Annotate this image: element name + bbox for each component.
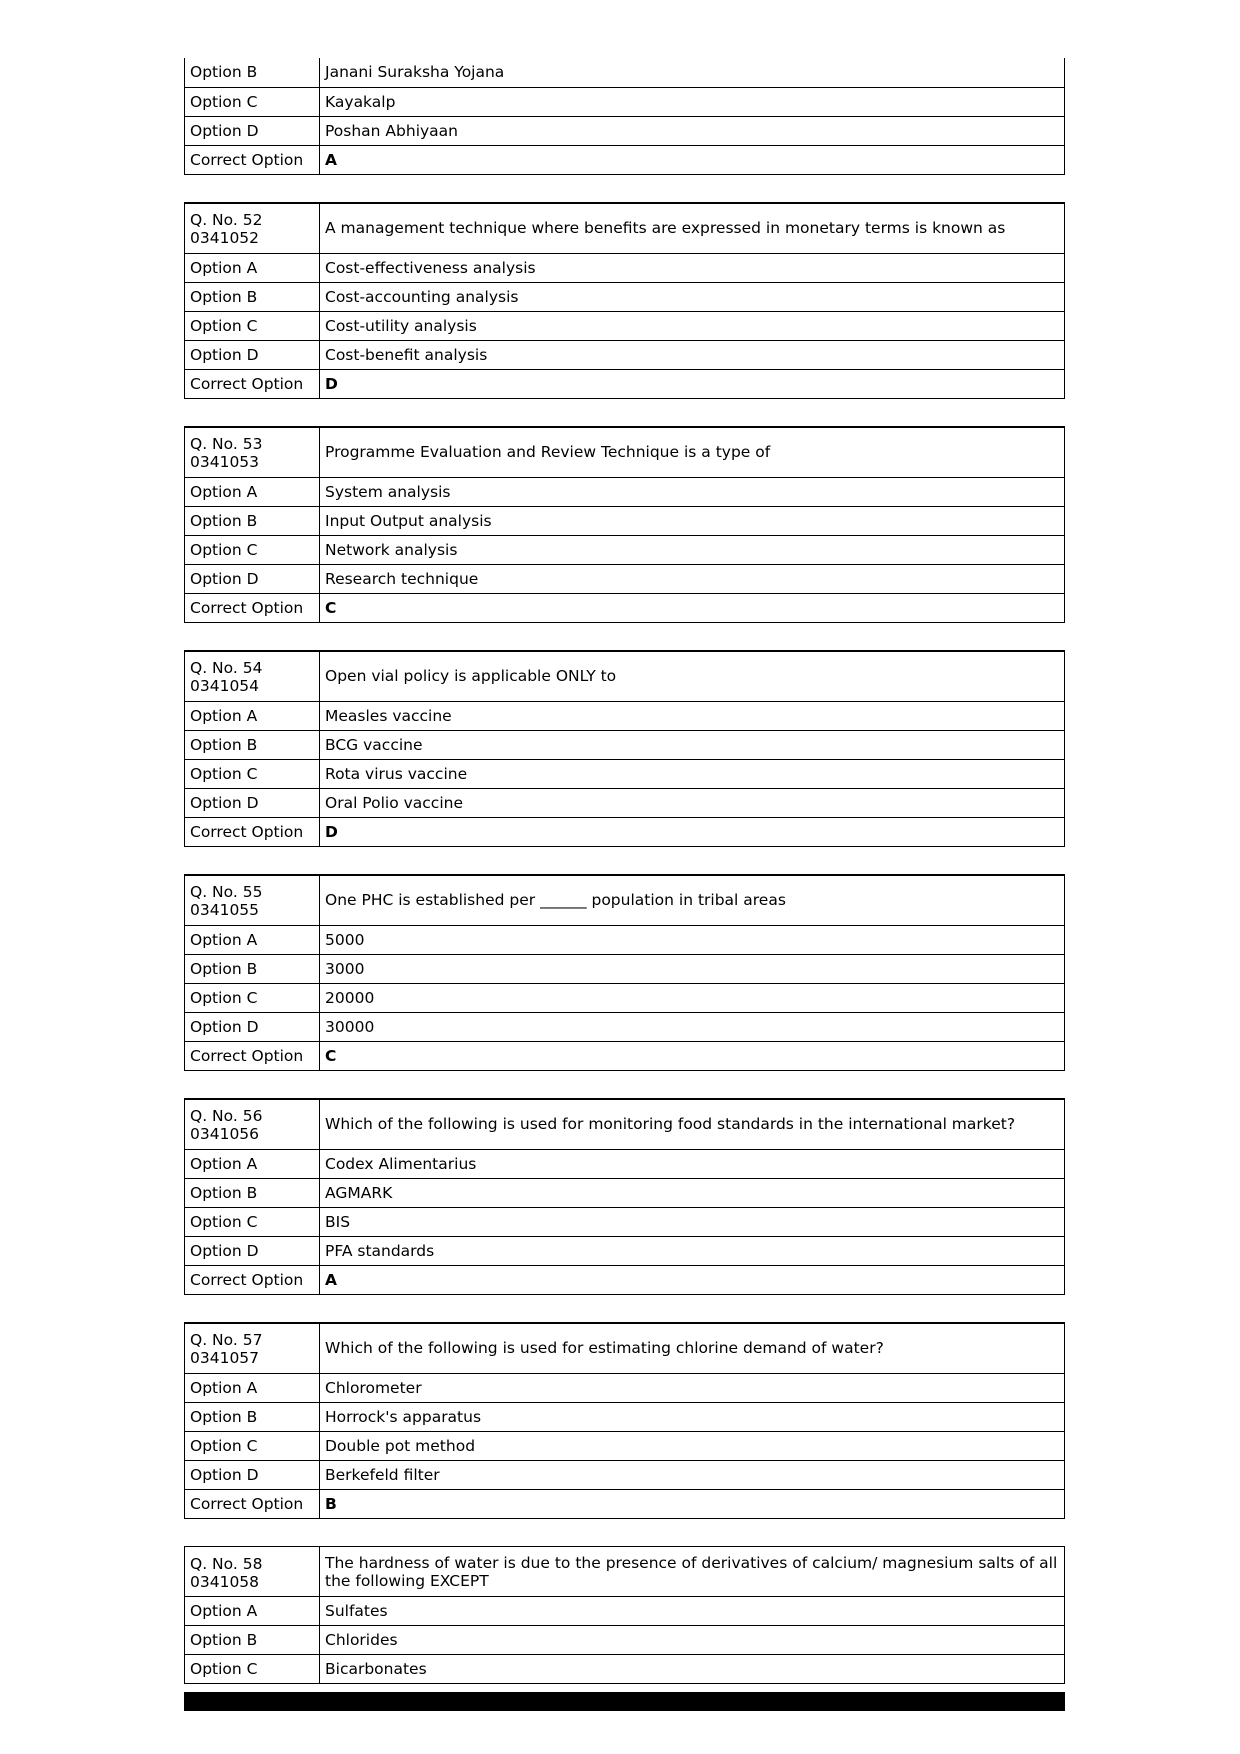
correct-option-label: Correct Option (185, 593, 320, 622)
correct-option-row (185, 1265, 1065, 1294)
option-row-b (185, 282, 1065, 311)
question-table-58 (184, 1546, 1065, 1684)
option-text: Kayakalp (320, 87, 1065, 116)
option-label: Option B (185, 1626, 320, 1655)
option-text: Codex Alimentarius (320, 1149, 1065, 1178)
correct-option-row (185, 1489, 1065, 1518)
option-row-a (185, 477, 1065, 506)
correct-option-label: Correct Option (185, 1265, 320, 1294)
question-text: Which of the following is used for monitoring food standards in the international market? (320, 1099, 1065, 1149)
option-row-d (185, 1236, 1065, 1265)
option-row-b (185, 730, 1065, 759)
option-text: Input Output analysis (320, 506, 1065, 535)
option-row-d (185, 564, 1065, 593)
correct-option-label: Correct Option (185, 145, 320, 174)
option-row-a (185, 701, 1065, 730)
option-label: Option B (185, 730, 320, 759)
option-label: Option A (185, 1373, 320, 1402)
question-table-51 (184, 58, 1065, 175)
question-number-text: Q. No. 54 (190, 659, 263, 678)
question-code: 0341052 (190, 229, 260, 248)
question-code: 0341054 (190, 677, 260, 696)
option-row-b (185, 1626, 1065, 1655)
option-label: Option B (185, 954, 320, 983)
question-code: 0341058 (190, 1572, 260, 1591)
option-row-d (185, 788, 1065, 817)
page-bottom-bar (184, 1692, 1065, 1711)
question-row (185, 203, 1065, 253)
option-text: Janani Suraksha Yojana (320, 58, 1065, 87)
option-text: Cost-benefit analysis (320, 340, 1065, 369)
question-row (185, 427, 1065, 477)
option-row-c (185, 983, 1065, 1012)
option-row-b (185, 1178, 1065, 1207)
option-label: Option C (185, 759, 320, 788)
option-label: Option D (185, 340, 320, 369)
option-row-b (185, 506, 1065, 535)
question-number-text: Q. No. 52 (190, 211, 263, 230)
correct-option-row (185, 145, 1065, 174)
option-label: Option A (185, 701, 320, 730)
option-label: Option B (185, 1178, 320, 1207)
correct-option-row (185, 1041, 1065, 1070)
question-table-52 (184, 202, 1065, 399)
question-number-text: Q. No. 57 (190, 1331, 263, 1350)
option-text: BIS (320, 1207, 1065, 1236)
question-number (185, 875, 320, 925)
question-number-text: Q. No. 56 (190, 1107, 263, 1126)
option-row-c (185, 1655, 1065, 1684)
correct-option-label: Correct Option (185, 1489, 320, 1518)
correct-option-row (185, 369, 1065, 398)
option-text: 5000 (320, 925, 1065, 954)
correct-option-value: C (320, 1041, 1065, 1070)
option-label: Option B (185, 282, 320, 311)
option-row-a (185, 253, 1065, 282)
correct-option-value: C (320, 593, 1065, 622)
option-text: Chlorides (320, 1626, 1065, 1655)
option-row-d (185, 1460, 1065, 1489)
option-text: Sulfates (320, 1597, 1065, 1626)
option-label: Option A (185, 925, 320, 954)
option-text: Rota virus vaccine (320, 759, 1065, 788)
option-text: Measles vaccine (320, 701, 1065, 730)
question-text: Which of the following is used for estimating chlorine demand of water? (320, 1323, 1065, 1373)
option-label: Option C (185, 311, 320, 340)
question-table-53 (184, 426, 1065, 623)
option-label: Option D (185, 788, 320, 817)
correct-option-row (185, 817, 1065, 846)
option-label: Option B (185, 58, 320, 87)
option-text: Research technique (320, 564, 1065, 593)
option-label: Option D (185, 116, 320, 145)
option-row-a (185, 925, 1065, 954)
question-number (185, 1323, 320, 1373)
option-text: Cost-accounting analysis (320, 282, 1065, 311)
option-text: Double pot method (320, 1431, 1065, 1460)
option-text: Cost-utility analysis (320, 311, 1065, 340)
option-label: Option D (185, 1236, 320, 1265)
option-row-a (185, 1597, 1065, 1626)
option-label: Option B (185, 1402, 320, 1431)
question-row (185, 1547, 1065, 1597)
correct-option-value: D (320, 817, 1065, 846)
option-text: Oral Polio vaccine (320, 788, 1065, 817)
question-text: Open vial policy is applicable ONLY to (320, 651, 1065, 701)
option-text: 30000 (320, 1012, 1065, 1041)
option-row-b (185, 1402, 1065, 1431)
option-row-b (185, 954, 1065, 983)
option-text: Horrock's apparatus (320, 1402, 1065, 1431)
option-row-d (185, 116, 1065, 145)
option-label: Option C (185, 1431, 320, 1460)
option-text: 20000 (320, 983, 1065, 1012)
question-row (185, 875, 1065, 925)
question-table-55 (184, 874, 1065, 1071)
question-table-57 (184, 1322, 1065, 1519)
option-row-a (185, 1149, 1065, 1178)
option-text: Poshan Abhiyaan (320, 116, 1065, 145)
question-number (185, 427, 320, 477)
correct-option-value: D (320, 369, 1065, 398)
question-number-text: Q. No. 58 (190, 1554, 263, 1573)
option-row-c (185, 311, 1065, 340)
option-row-a (185, 1373, 1065, 1402)
option-text: AGMARK (320, 1178, 1065, 1207)
option-label: Option D (185, 564, 320, 593)
question-number (185, 1547, 320, 1597)
option-row-c (185, 759, 1065, 788)
option-text: PFA standards (320, 1236, 1065, 1265)
option-label: Option C (185, 87, 320, 116)
question-text: One PHC is established per ______ population in tribal areas (320, 875, 1065, 925)
question-number (185, 1099, 320, 1149)
question-row (185, 1323, 1065, 1373)
option-text: Chlorometer (320, 1373, 1065, 1402)
option-row-c (185, 1207, 1065, 1236)
question-row (185, 651, 1065, 701)
question-code: 0341053 (190, 453, 260, 472)
question-text: Programme Evaluation and Review Technique is a type of (320, 427, 1065, 477)
option-row-c (185, 87, 1065, 116)
option-text: System analysis (320, 477, 1065, 506)
option-text: Cost-effectiveness analysis (320, 253, 1065, 282)
question-code: 0341056 (190, 1125, 260, 1144)
correct-option-value: B (320, 1489, 1065, 1518)
option-text: 3000 (320, 954, 1065, 983)
question-text: The hardness of water is due to the presence of derivatives of calcium/ magnesium salts of all the following EXCEPT (320, 1547, 1065, 1597)
option-row-d (185, 340, 1065, 369)
option-row-d (185, 1012, 1065, 1041)
option-text: Berkefeld filter (320, 1460, 1065, 1489)
question-number-text: Q. No. 53 (190, 435, 263, 454)
question-number (185, 651, 320, 701)
correct-option-label: Correct Option (185, 817, 320, 846)
question-table-56 (184, 1098, 1065, 1295)
option-label: Option C (185, 1207, 320, 1236)
option-label: Option C (185, 535, 320, 564)
option-row-b (185, 58, 1065, 87)
option-label: Option A (185, 477, 320, 506)
option-text: Network analysis (320, 535, 1065, 564)
option-label: Option A (185, 253, 320, 282)
question-table-54 (184, 650, 1065, 847)
question-row (185, 1099, 1065, 1149)
correct-option-label: Correct Option (185, 369, 320, 398)
question-code: 0341057 (190, 1349, 260, 1368)
option-label: Option A (185, 1597, 320, 1626)
option-label: Option C (185, 1655, 320, 1684)
correct-option-row (185, 593, 1065, 622)
option-label: Option B (185, 506, 320, 535)
option-row-c (185, 535, 1065, 564)
question-text: A management technique where benefits are expressed in monetary terms is known as (320, 203, 1065, 253)
option-text: BCG vaccine (320, 730, 1065, 759)
option-row-c (185, 1431, 1065, 1460)
option-label: Option D (185, 1012, 320, 1041)
option-label: Option A (185, 1149, 320, 1178)
question-number (185, 203, 320, 253)
option-text: Bicarbonates (320, 1655, 1065, 1684)
option-label: Option D (185, 1460, 320, 1489)
question-number-text: Q. No. 55 (190, 883, 263, 902)
correct-option-value: A (320, 145, 1065, 174)
option-label: Option C (185, 983, 320, 1012)
correct-option-value: A (320, 1265, 1065, 1294)
question-code: 0341055 (190, 901, 260, 920)
correct-option-label: Correct Option (185, 1041, 320, 1070)
